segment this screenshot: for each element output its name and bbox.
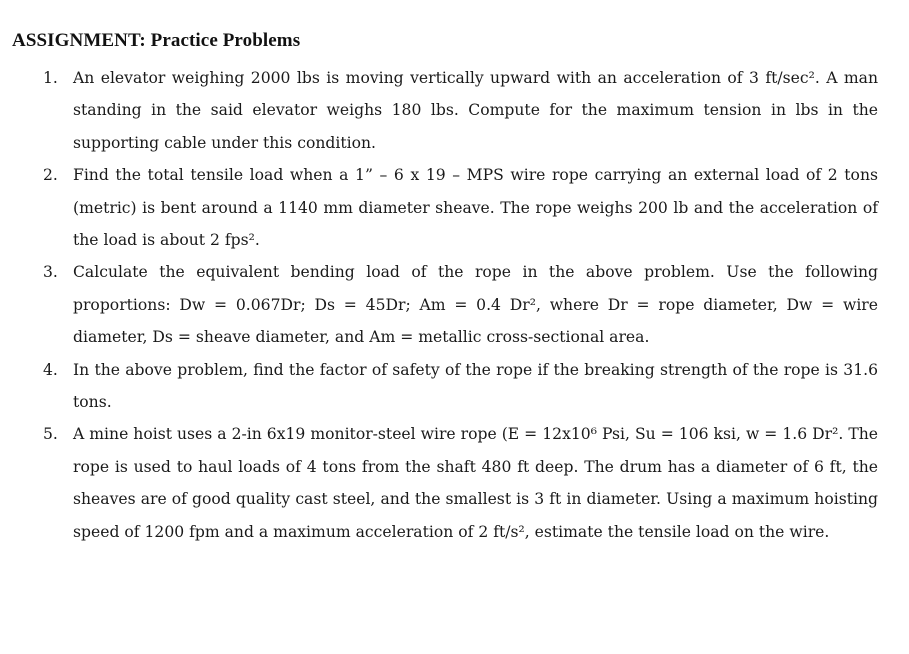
problem-text: Find the total tensile load when a 1” – 6 x 19 – MPS wire rope carrying an external load of 2 tons (metric) is bent around a 1140 mm diameter sheave. The rope weighs 200 lb and the acceleration of the load is about 2 fps². xyxy=(73,166,878,250)
problem-number: 5. xyxy=(43,425,58,444)
problem-number: 1. xyxy=(43,69,58,87)
page-title: ASSIGNMENT: Practice Problems xyxy=(12,30,301,51)
problem-item-3 xyxy=(0,256,909,353)
problem-text: In the above problem, find the factor of safety of the rope if the breaking strength of the rope is 31.6 tons. xyxy=(73,360,878,412)
problem-number: 4. xyxy=(43,360,58,379)
problem-item-4 xyxy=(0,354,909,419)
problem-item-1 xyxy=(0,62,909,159)
problem-list xyxy=(0,62,909,548)
problem-text: A mine hoist uses a 2-in 6x19 monitor-steel wire rope (E = 12x10⁶ Psi, Su = 106 ksi, w = 1.6 Dr². The rope is used to haul loads of 4 tons from the shaft 480 ft deep. The drum has a diameter of 6 ft, the sheaves are of good quality cast steel, and the smallest is 3 ft in diameter. Using a maximum hoisting speed of 1200 fpm and a maximum acceleration of 2 ft/s², estimate the tensile load on the wire. xyxy=(73,425,878,541)
problem-number: 3. xyxy=(43,263,58,282)
problem-text: An elevator weighing 2000 lbs is moving vertically upward with an acceleration of 3 ft/sec². A man standing in the said elevator weighs 180 lbs. Compute for the maximum tension in lbs in the supporting cable under this condition. xyxy=(73,69,878,152)
problem-number: 2. xyxy=(43,166,58,185)
problem-item-5 xyxy=(0,418,909,548)
problem-item-2 xyxy=(0,159,909,256)
problem-text: Calculate the equivalent bending load of the rope in the above problem. Use the following proportions: Dw = 0.067Dr; Ds = 45Dr; Am = 0.4 Dr², where Dr = rope diameter, Dw = wire diameter, Ds = sheave diameter, and Am = metallic cross-sectional area. xyxy=(73,263,878,347)
